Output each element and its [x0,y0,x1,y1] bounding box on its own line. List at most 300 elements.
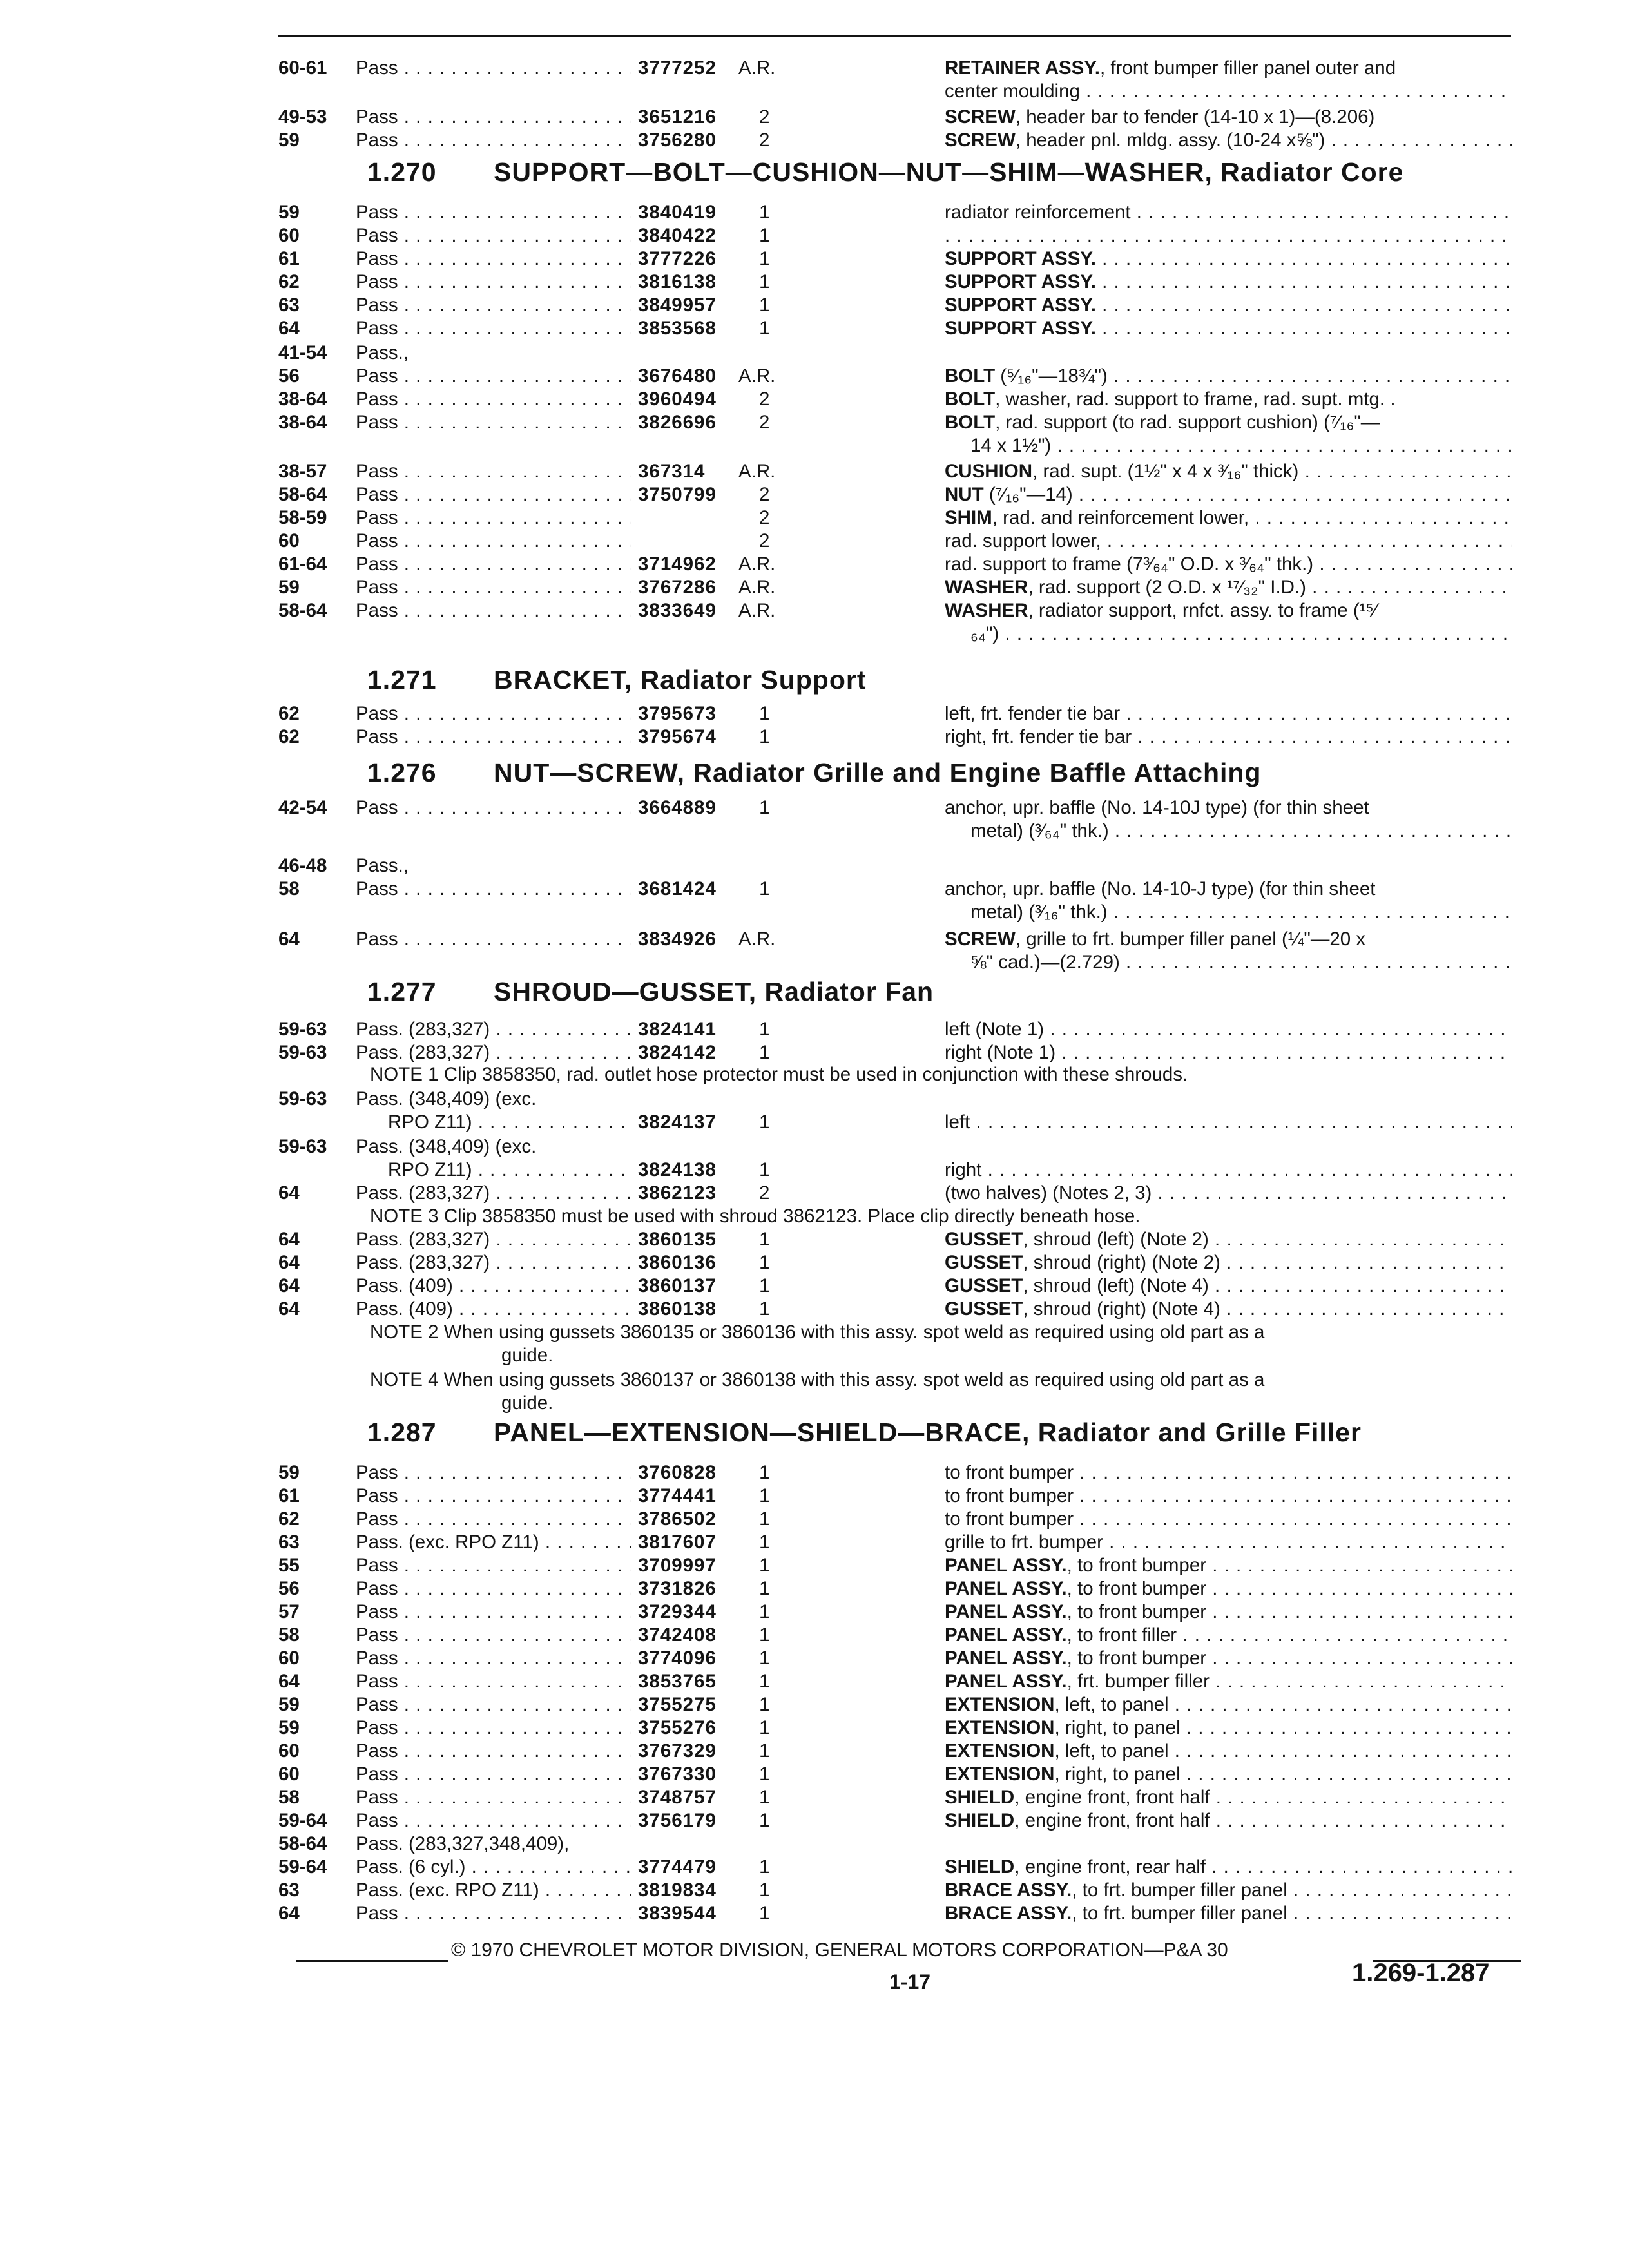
description [945,878,1512,901]
quantity: 2 [759,106,770,128]
part-row [278,1485,1514,1508]
application: Pass . . . [356,1809,631,1832]
quantity: 1 [759,1879,770,1901]
part-number: 3839544 [638,1903,717,1924]
part-row [278,796,1514,820]
description [945,224,1512,247]
description [945,247,1512,271]
quantity: 2 [759,507,770,528]
application: Pass. (283,327) . . . [356,1251,631,1274]
model-year: 60 [278,530,300,552]
description-text: left [945,1111,970,1133]
description-text: , header pnl. mldg. assy. (10-24 x⅝") [1015,130,1325,151]
quantity: 1 [759,1694,770,1715]
note-text: NOTE 2 When using gussets 3860135 or 3860136 with this assy. spot weld as required using old part as a [370,1321,1265,1343]
description-keyword: GUSSET [945,1275,1023,1296]
description [945,271,1512,294]
part-row [278,80,1514,103]
description-text: , radiator support, rnfct. assy. to frame (¹⁵⁄ [1028,600,1377,621]
part-row [278,1228,1514,1251]
model-year: 58 [278,1624,300,1646]
description [970,901,1512,924]
quantity: 1 [759,1903,770,1924]
description-keyword: SHIELD [945,1787,1015,1808]
model-year: 63 [278,294,300,316]
application: Pass . . . [356,702,631,726]
model-year: 59 [278,202,300,223]
section-number: 1.276 [367,758,437,787]
part-row [278,1018,1514,1041]
application: Pass . . . [356,1577,631,1600]
description-text: (⁵⁄₁₆"—18¾") [995,365,1108,387]
application: Pass . . . [356,599,631,622]
part-row [278,820,1514,843]
description [945,553,1512,576]
model-year: 60 [278,1763,300,1785]
quantity: 2 [759,1182,770,1204]
description-text: right (Note 1) [945,1042,1056,1063]
description-text: , rad. supt. (1½" x 4 x ³⁄₁₆" thick) [1032,461,1299,482]
model-year: 61 [278,248,300,269]
application: Pass . . . [356,224,631,247]
model-year: 64 [278,1252,300,1273]
application: Pass . . . [356,57,631,80]
quantity: 1 [759,878,770,899]
part-row [278,411,1514,434]
description-text: , to front bumper [1066,1578,1207,1599]
application: Pass. (283,327) . . . [356,1041,631,1064]
description-keyword: SUPPORT ASSY. [945,271,1096,293]
description-keyword: GUSSET [945,1229,1023,1250]
description [945,1531,1512,1554]
application: Pass . . . [356,1647,631,1670]
part-number: 3824141 [638,1019,717,1040]
part-row [278,1577,1514,1600]
note-text: guide. [501,1392,554,1414]
application: Pass . . . [356,1763,631,1786]
quantity: A.R. [738,577,776,598]
part-row [278,1041,1514,1064]
part-row [278,726,1514,749]
model-year: 62 [278,1508,300,1530]
part-number: 3767329 [638,1740,717,1762]
description-text: , washer, rad. support to frame, rad. supt. mtg. . [995,389,1396,410]
part-row [278,878,1514,901]
part-number: 3651216 [638,106,717,128]
part-row [278,247,1514,271]
description [945,57,1512,80]
description [945,928,1512,951]
application: Pass., [356,855,409,876]
application: Pass. (348,409) (exc. [356,1136,537,1157]
description-keyword: BRACE ASSY. [945,1903,1072,1924]
description-keyword: SCREW [945,106,1016,128]
application: Pass . . . [356,1554,631,1577]
description-keyword: PANEL ASSY. [945,1601,1067,1622]
section-title: PANEL—EXTENSION—SHIELD—BRACE, Radiator and Grille Filler [494,1418,1362,1447]
description-text: , rad. support (to rad. support cushion) (⁷⁄₁₆"— [995,412,1380,433]
quantity: 1 [759,1159,770,1180]
description [945,1228,1512,1251]
part-number: 3714962 [638,553,717,575]
section-heading [367,157,1403,187]
description-text: metal) (³⁄₁₆" thk.) [970,901,1108,923]
description [945,1809,1512,1832]
part-row [278,129,1514,152]
description [945,483,1512,506]
description-text: center moulding [945,81,1080,102]
application: Pass. (283,327,348,409), [356,1833,570,1854]
description-keyword: EXTENSION [945,1740,1055,1762]
quantity: 1 [759,1648,770,1669]
description-text: ₆₄") [970,623,999,644]
description-text: , frt. bumper filler [1066,1671,1210,1692]
application: RPO Z11) . . . [388,1158,631,1182]
application: Pass . . . [356,878,631,901]
description-text: left (Note 1) [945,1019,1045,1040]
part-row [278,1786,1514,1809]
description-keyword: BOLT [945,365,996,387]
description [945,201,1512,224]
description-text: , header bar to fender (14-10 x 1)—(8.206) [1015,106,1375,128]
description [945,1763,1512,1786]
model-year: 59-63 [278,1042,327,1063]
part-row [278,1182,1514,1205]
description [945,796,1512,820]
application: Pass . . . [356,388,631,411]
part-row [278,1088,1514,1111]
application: Pass . . . [356,553,631,576]
part-number: 3709997 [638,1555,717,1576]
description-text: , shroud (left) (Note 4) [1023,1275,1209,1296]
part-number: 3824137 [638,1111,717,1133]
application: Pass. (409) . . . [356,1274,631,1298]
quantity: 1 [759,1856,770,1878]
description [945,460,1512,483]
description-text: , shroud (right) (Note 2) [1023,1252,1220,1273]
description [945,1485,1512,1508]
quantity: 1 [759,1555,770,1576]
model-year: 38-64 [278,412,327,433]
part-number: 3819834 [638,1879,717,1901]
application: Pass . . . [356,247,631,271]
model-year: 46-48 [278,855,327,876]
description-keyword: PANEL ASSY. [945,1624,1067,1646]
application: Pass . . . [356,1624,631,1647]
application: Pass . . . [356,506,631,530]
part-row [278,271,1514,294]
page-number: 1-17 [889,1970,931,1994]
quantity: 1 [759,1578,770,1599]
description-keyword: NUT [945,484,984,505]
description [945,294,1512,317]
part-row [278,553,1514,576]
application: Pass., [356,342,409,363]
description-text: , rad. support (2 O.D. x ¹⁷⁄₃₂" I.D.) [1028,577,1306,598]
quantity: A.R. [738,365,776,387]
part-number: 3834926 [638,928,717,950]
part-number: 3795673 [638,703,717,724]
part-row [278,1832,1514,1856]
model-year: 64 [278,1298,300,1320]
part-row [278,702,1514,726]
description [945,530,1512,553]
section-title: SUPPORT—BOLT—CUSHION—NUT—SHIM—WASHER, Radiator Core [494,157,1404,187]
application: Pass . . . [356,928,631,951]
part-row [278,106,1514,129]
model-year: 64 [278,1229,300,1250]
quantity: 1 [759,1042,770,1063]
application: Pass . . . [356,1716,631,1740]
quantity: 1 [759,1275,770,1296]
application: Pass . . . [356,1485,631,1508]
quantity: 2 [759,530,770,552]
quantity: 1 [759,248,770,269]
part-number: 3750799 [638,484,717,505]
description-text: , shroud (left) (Note 2) [1023,1229,1209,1250]
quantity: A.R. [738,928,776,950]
quantity: 1 [759,1810,770,1831]
model-year: 59-64 [278,1810,327,1831]
description-keyword: SHIELD [945,1810,1015,1831]
model-year: 62 [278,703,300,724]
application: Pass . . . [356,576,631,599]
quantity: 2 [759,484,770,505]
model-year: 58-59 [278,507,327,528]
application: Pass . . . [356,271,631,294]
quantity: 1 [759,271,770,293]
application: Pass . . . [356,1461,631,1485]
quantity: A.R. [738,461,776,482]
model-year: 60 [278,1740,300,1762]
model-year: 59-63 [278,1088,327,1110]
application: Pass. (6 cyl.) . . . [356,1856,631,1879]
model-year: 58-64 [278,484,327,505]
description-keyword: CUSHION [945,461,1033,482]
part-number: 3816138 [638,271,717,293]
part-row [278,341,1514,365]
part-row [278,1135,1514,1158]
description-text: (two halves) (Notes 2, 3) [945,1182,1152,1204]
description-text: , front bumper filler panel outer and [1099,57,1396,79]
part-number: 3860138 [638,1298,717,1320]
quantity: A.R. [738,600,776,621]
part-number: 3826696 [638,412,717,433]
description [945,365,1512,388]
part-number: 3849957 [638,294,717,316]
part-row [278,1902,1514,1925]
description [945,702,1512,726]
description-keyword: SHIM [945,507,992,528]
application: Pass . . . [356,1670,631,1693]
quantity: A.R. [738,553,776,575]
section-number: 1.271 [367,665,437,695]
model-year: 59 [278,577,300,598]
copyright-line: © 1970 CHEVROLET MOTOR DIVISION, GENERAL MOTORS CORPORATION—P&A 30 [451,1939,1228,1961]
part-number: 3756179 [638,1810,717,1831]
part-row [278,901,1514,924]
model-year: 61 [278,1485,300,1506]
part-row [278,57,1514,80]
model-year: 63 [278,1532,300,1553]
part-number: 3731826 [638,1578,717,1599]
part-number: 3960494 [638,389,717,410]
part-row [278,928,1514,951]
description [945,576,1512,599]
description-text: metal) (³⁄₆₄" thk.) [970,820,1109,841]
model-year: 59 [278,1694,300,1715]
part-number: 3862123 [638,1182,717,1204]
part-row [278,1554,1514,1577]
section-heading [367,1418,1362,1448]
note-text: guide. [501,1345,554,1366]
description [945,317,1512,340]
part-row [278,854,1514,878]
part-number: 3860135 [638,1229,717,1250]
part-row [278,201,1514,224]
application: Pass . . . [356,460,631,483]
part-number: 3767286 [638,577,717,598]
section-heading [367,665,867,695]
application: Pass. (283,327) . . . [356,1018,631,1041]
part-row [278,1716,1514,1740]
part-row [278,576,1514,599]
model-year: 60 [278,225,300,246]
description [945,1902,1512,1925]
description-keyword: EXTENSION [945,1717,1055,1738]
application: Pass . . . [356,483,631,506]
part-row [278,224,1514,247]
description-text: , grille to frt. bumper filler panel (¼"—20 x [1015,928,1366,950]
description-text: to front bumper [945,1485,1074,1506]
description [945,411,1512,434]
part-row [278,1461,1514,1485]
application: Pass . . . [356,1740,631,1763]
description [970,951,1512,974]
part-row [278,1763,1514,1786]
part-row [278,1531,1514,1554]
description [945,1693,1512,1716]
description [970,622,1512,646]
description [945,1041,1512,1064]
part-row [278,1298,1514,1321]
section-number: 1.287 [367,1418,437,1447]
description [945,1182,1512,1205]
description-keyword: SUPPORT ASSY. [945,294,1096,316]
description-text: , to front bumper [1066,1601,1207,1622]
description-text: to front bumper [945,1462,1074,1483]
description [945,1554,1512,1577]
model-year: 56 [278,1578,300,1599]
model-year: 42-54 [278,797,327,818]
part-number: 3681424 [638,878,717,899]
application: Pass . . . [356,411,631,434]
description-text: , to frt. bumper filler panel [1072,1903,1287,1924]
part-row [278,294,1514,317]
description-keyword: PANEL ASSY. [945,1648,1067,1669]
application: Pass . . . [356,201,631,224]
part-row [278,1111,1514,1134]
application: Pass . . . [356,1902,631,1925]
description [945,1158,1512,1182]
part-row [278,1809,1514,1832]
application: Pass . . . [356,106,631,129]
model-year: 61-64 [278,553,327,575]
description [945,129,1512,152]
description [945,1740,1512,1763]
description-keyword: GUSSET [945,1252,1023,1273]
part-row [278,1740,1514,1763]
application: Pass . . . [356,129,631,152]
part-number: 3774441 [638,1485,717,1506]
part-row [278,1624,1514,1647]
description-keyword: SUPPORT ASSY. [945,318,1096,339]
description-text: , shroud (right) (Note 4) [1023,1298,1220,1320]
description [945,388,1512,411]
model-year: 59 [278,1462,300,1483]
part-number: 3774096 [638,1648,717,1669]
part-row [278,317,1514,340]
quantity: 1 [759,318,770,339]
quantity: 1 [759,1671,770,1692]
model-year: 59 [278,1717,300,1738]
description [970,434,1512,457]
description-text: , right, to panel [1054,1717,1181,1738]
part-number: 3676480 [638,365,717,387]
part-number: 3760828 [638,1462,717,1483]
section-range: 1.269-1.287 [1352,1959,1490,1987]
quantity: 2 [759,130,770,151]
note-text: NOTE 3 Clip 3858350 must be used with shroud 3862123. Place clip directly beneath hose. [370,1206,1141,1227]
description-text: ⅝" cad.)—(2.729) [970,952,1120,973]
description-keyword: PANEL ASSY. [945,1578,1067,1599]
application: Pass. (409) . . . [356,1298,631,1321]
part-row [278,1693,1514,1716]
description [945,1298,1512,1321]
part-number: 3774479 [638,1856,717,1878]
part-row [278,622,1514,646]
model-year: 64 [278,1903,300,1924]
model-year: 56 [278,365,300,387]
application: Pass. (348,409) (exc. [356,1088,537,1110]
description-keyword: SCREW [945,130,1016,151]
part-number: 3853568 [638,318,717,339]
part-row [278,506,1514,530]
description-text: , left, to panel [1054,1694,1169,1715]
section-title: BRACKET, Radiator Support [494,665,867,695]
part-number: 3777226 [638,248,717,269]
quantity: 1 [759,1601,770,1622]
note-text: NOTE 1 Clip 3858350, rad. outlet hose protector must be used in conjunction with these shrouds. [370,1064,1188,1085]
model-year: 59 [278,130,300,151]
description [945,1716,1512,1740]
part-number: 3833649 [638,600,717,621]
model-year: 59-64 [278,1856,327,1878]
footer-rule-left [296,1960,448,1962]
part-row [278,388,1514,411]
description [945,1879,1512,1902]
description-keyword: WASHER [945,600,1028,621]
quantity: 1 [759,1111,770,1133]
quantity: 1 [759,294,770,316]
description-keyword: PANEL ASSY. [945,1555,1067,1576]
part-row [278,1600,1514,1624]
part-number: 3824142 [638,1042,717,1063]
part-row [278,1251,1514,1274]
model-year: 64 [278,1275,300,1296]
application: RPO Z11) . . . [388,1111,631,1134]
quantity: 1 [759,1462,770,1483]
